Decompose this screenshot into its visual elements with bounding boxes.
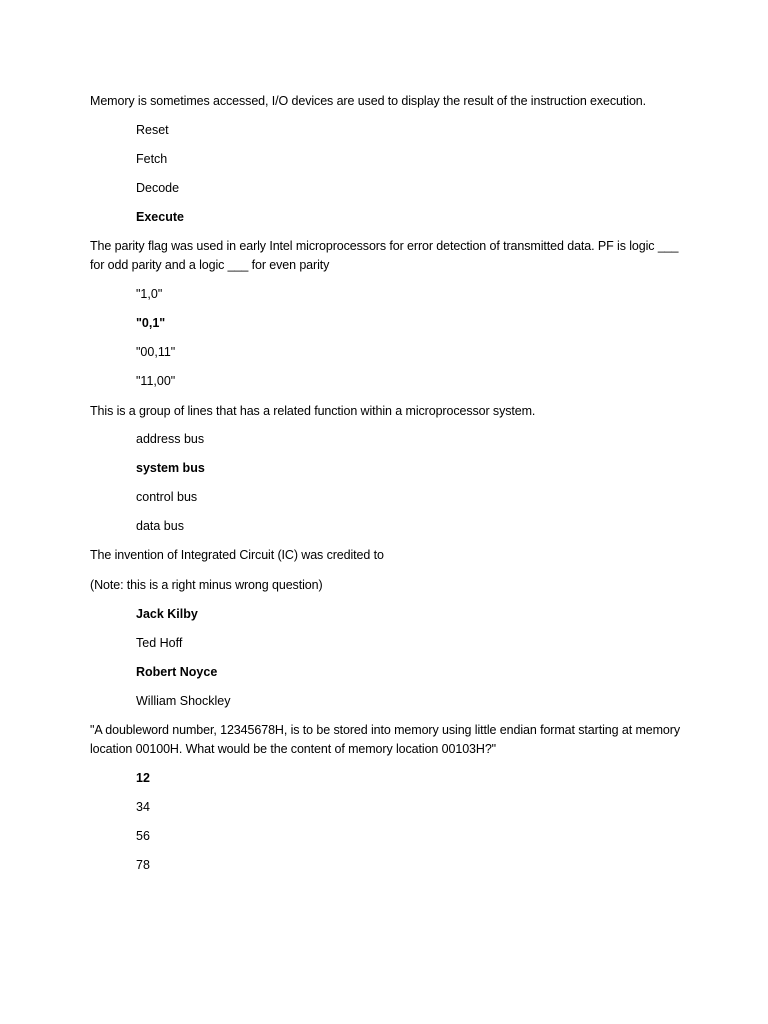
question-4-option-b: Ted Hoff [136,636,183,650]
question-2-option-b: "0,1" [136,316,166,330]
question-1-text: Memory is sometimes accessed, I/O devices are used to display the result of the instruction execution. [90,94,647,108]
question-3-option-a: address bus [136,432,205,446]
question-1-option-a: Reset [136,123,169,137]
question-5-option-a: 12 [136,771,150,785]
question-3-option-c: control bus [136,490,198,504]
question-3-text: This is a group of lines that has a related function within a microprocessor system. [90,404,536,418]
question-5-option-b: 34 [136,800,150,814]
question-4-option-a: Jack Kilby [136,607,198,621]
question-3-option-d: data bus [136,519,184,533]
question-5-text: "A doubleword number, 12345678H, is to be stored into memory using little endian format starting at memory location 00100H. What would be the content of memory location 00103H?" [90,723,680,756]
question-5-option-c: 56 [136,829,150,843]
question-4-text: The invention of Integrated Circuit (IC) was credited to [90,548,384,562]
question-3-option-b: system bus [136,461,205,475]
question-1-option-b: Fetch [136,152,168,166]
question-4-note: (Note: this is a right minus wrong question) [90,578,323,592]
question-4-option-c: Robert Noyce [136,665,218,679]
question-5-option-d: 78 [136,858,150,872]
question-2-option-c: "00,11" [136,345,176,359]
question-2-option-a: "1,0" [136,287,163,301]
question-1-option-d: Execute [136,210,184,224]
question-2-option-d: "11,00" [136,374,176,388]
question-2-text: The parity flag was used in early Intel microprocessors for error detection of transmitted data. PF is logic ___ for odd parity and a logic ___ for even parity [90,239,679,272]
question-4-option-d: William Shockley [136,694,231,708]
question-1-option-c: Decode [136,181,180,195]
